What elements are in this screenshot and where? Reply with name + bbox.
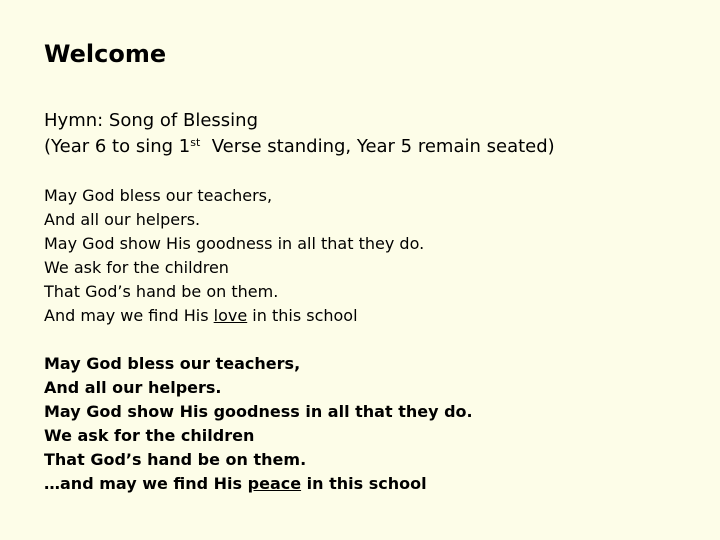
underlined-word: peace (247, 474, 302, 493)
verse-line: That God’s hand be on them. (44, 450, 307, 469)
verse-line: And all our helpers. (44, 210, 201, 229)
verse-1 (44, 184, 424, 328)
verse-last-line-end: in this school (301, 474, 427, 493)
verse-line: That God’s hand be on them. (44, 282, 279, 301)
verse-last-line-end: in this school (247, 306, 358, 325)
hymn-name: Hymn: Song of Blessing (44, 110, 258, 131)
hymn-instructions-start: (Year 6 to sing 1 (44, 136, 191, 157)
verse-last-line (44, 472, 473, 496)
verse-line: May God bless our teachers, (44, 354, 301, 373)
verse-line: May God show His goodness in all that they do. (44, 234, 425, 253)
ordinal-superscript: st (190, 136, 201, 149)
underlined-word: love (213, 306, 248, 325)
verse-last-line-start: And may we find His (44, 306, 214, 325)
slide (44, 0, 704, 540)
slide-title: Welcome (44, 40, 167, 68)
verse-line: We ask for the children (44, 426, 255, 445)
hymn-instructions-end: Verse standing, Year 5 remain seated) (200, 136, 555, 157)
verse-line: We ask for the children (44, 258, 229, 277)
verse-line: May God show His goodness in all that they do. (44, 402, 473, 421)
hymn-info (44, 108, 555, 160)
verse-line: And all our helpers. (44, 378, 222, 397)
verse-line: May God bless our teachers, (44, 186, 273, 205)
verse-last-line (44, 304, 424, 328)
verse-last-line-start: …and may we find His (44, 474, 248, 493)
hymn-instructions (44, 134, 555, 160)
verse-2 (44, 352, 473, 496)
